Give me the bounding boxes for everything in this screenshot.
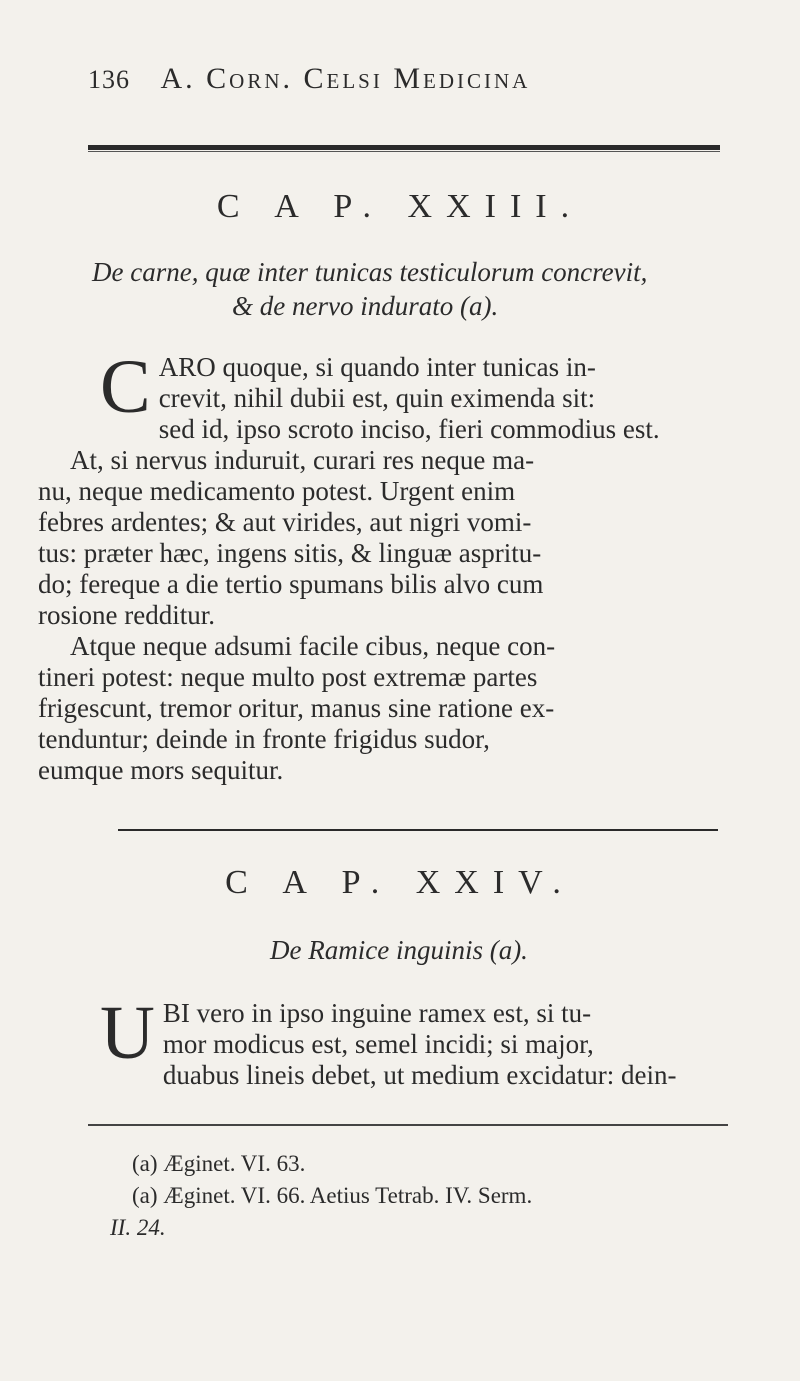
chapter-23-subtitle-line1: De carne, quæ inter tunicas testiculorum concrevit, (92, 257, 648, 287)
chapter-23-subtitle-line2: & de nervo indurato (a). (232, 291, 499, 321)
text-line: ARO quoque, si quando inter tunicas in- (158, 352, 596, 382)
text-line: tineri potest: neque multo post extremæ partes (38, 662, 538, 692)
footnotes (110, 1148, 770, 1244)
text-line: duabus lineis debet, ut medium excidatur: dein- (162, 1060, 677, 1090)
text-line: rosione redditur. (38, 600, 215, 630)
page-number: 136 (88, 65, 130, 94)
footnote: (a) Æginet. VI. 63. (132, 1151, 306, 1176)
chapter-24-title: C A P. XXIV. (225, 864, 575, 901)
chapter-24-text (100, 991, 740, 1091)
footnote-rule (88, 1124, 728, 1126)
header-rule-thin (88, 151, 720, 152)
chapter-24-subtitle: De Ramice inguinis (a). (270, 935, 528, 965)
section-rule (118, 829, 718, 831)
chapter-23-title: C A P. XXIII. (216, 188, 584, 225)
running-header (88, 62, 728, 96)
text-line: tus: præter hæc, ingens sitis, & linguæ aspritu- (38, 538, 542, 568)
text-line: At, si nervus induruit, curari res neque ma- (70, 445, 535, 475)
text-line: febres ardentes; & aut virides, aut nigri vomi- (38, 507, 532, 537)
drop-cap: U (100, 991, 155, 1075)
text-line: frigescunt, tremor oritur, manus sine ratione ex- (38, 693, 555, 723)
running-title: A. Corn. Celsi Medicina (160, 62, 531, 95)
text-line: mor modicus est, semel incidi; si major, (162, 1029, 594, 1059)
footnote-continuation: II. 24. (110, 1215, 166, 1240)
drop-cap: C (100, 345, 151, 429)
text-line: nu, neque medicamento potest. Urgent enim (38, 476, 516, 506)
text-line: do; fereque a die tertio spumans bilis alvo cum (38, 569, 544, 599)
text-line: sed id, ipso scroto inciso, fieri commodius est. (158, 414, 660, 444)
text-line: BI vero in ipso inguine ramex est, si tu- (162, 998, 592, 1028)
chapter-23-text (38, 345, 740, 786)
text-line: Atque neque adsumi facile cibus, neque con- (70, 631, 556, 661)
text-line: eumque mors sequitur. (38, 755, 284, 785)
text-line: tenduntur; deinde in fronte frigidus sudor, (38, 724, 490, 754)
header-rule (88, 145, 720, 150)
footnote: (a) Æginet. VI. 66. Aetius Tetrab. IV. Serm. (132, 1183, 533, 1208)
text-line: crevit, nihil dubii est, quin eximenda sit: (158, 383, 596, 413)
